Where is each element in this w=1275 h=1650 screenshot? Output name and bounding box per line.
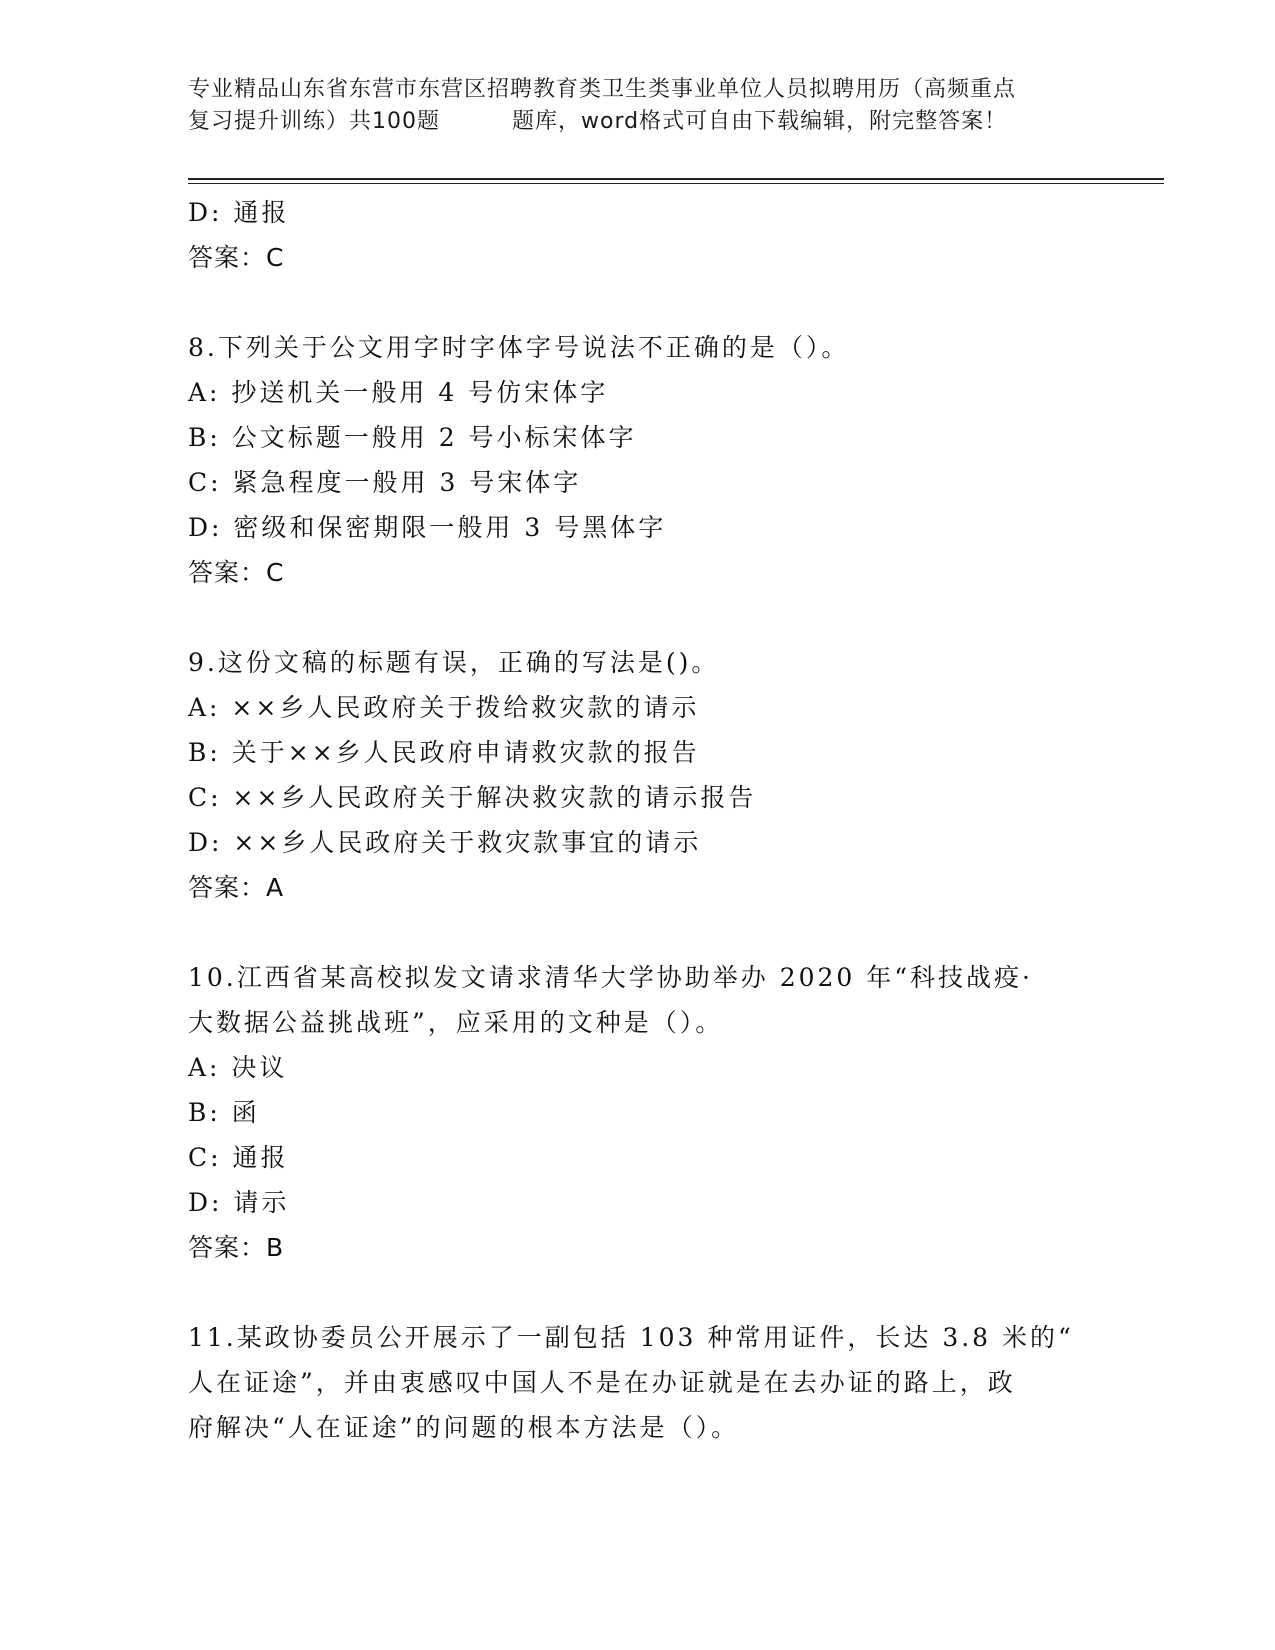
question-9-option-d: D: ××乡人民政府关于救灾款事宜的请示 [188, 828, 702, 857]
question-9 [188, 640, 1088, 910]
header-rule-thin [188, 183, 1164, 184]
question-10-answer: 答案：B [188, 1233, 285, 1262]
question-11 [188, 1315, 1088, 1450]
spacer [188, 280, 1088, 325]
question-10 [188, 955, 1088, 1270]
question-9-option-a: A: ××乡人民政府关于拨给救灾款的请示 [188, 693, 700, 722]
spacer [188, 910, 1088, 955]
question-9-option-b: B: 关于××乡人民政府申请救灾款的报告 [188, 738, 700, 767]
question-10-option-b: B: 函 [188, 1098, 260, 1127]
spacer [188, 595, 1088, 640]
prev-question-option-d: D: 通报 [188, 198, 290, 227]
question-10-option-c: C: 通报 [188, 1143, 289, 1172]
question-10-stem-line-2: 大数据公益挑战班”，应采用的文种是（）。 [188, 1008, 724, 1037]
header-title-line-1: 专业精品山东省东营市东营区招聘教育类卫生类事业单位人员拟聘用历（高频重点 [188, 77, 1017, 102]
spacer [188, 1270, 1088, 1315]
question-9-option-c: C: ××乡人民政府关于解决救灾款的请示报告 [188, 783, 757, 812]
prev-question-answer: 答案：C [188, 243, 285, 272]
question-9-answer: 答案：A [188, 873, 285, 902]
question-10-option-d: D: 请示 [188, 1188, 290, 1217]
header-rule-thick [188, 178, 1164, 180]
question-8-option-c: C: 紧急程度一般用 3 号宋体字 [188, 468, 582, 497]
header-title-line-2-left: 复习提升训练）共100题 [188, 109, 440, 134]
question-11-stem-line-3: 府解决“人在证途”的问题的根本方法是（）。 [188, 1413, 740, 1442]
question-9-stem: 9.这份文稿的标题有误，正确的写法是()。 [188, 648, 720, 677]
question-10-option-a: A: 决议 [188, 1053, 288, 1082]
question-8-answer: 答案：C [188, 558, 285, 587]
header-title-line-2 [188, 106, 1088, 138]
question-content [188, 190, 1088, 1450]
question-8-option-b: B: 公文标题一般用 2 号小标宋体字 [188, 423, 637, 452]
question-11-stem-line-1: 11.某政协委员公开展示了一副包括 103 种常用证件，长达 3.8 米的“ [188, 1323, 1074, 1352]
question-8-stem: 8.下列关于公文用字时字体字号说法不正确的是（）。 [188, 333, 850, 362]
question-8-option-d: D: 密级和保密期限一般用 3 号黑体字 [188, 513, 667, 542]
page-header [188, 74, 1088, 138]
question-11-stem-line-2: 人在证途”，并由衷感叹中国人不是在办证就是在去办证的路上，政 [188, 1368, 1016, 1397]
question-8 [188, 325, 1088, 595]
header-title-line-2-right: 题库，word格式可自由下载编辑，附完整答案！ [512, 109, 1008, 134]
question-8-option-a: A: 抄送机关一般用 4 号仿宋体字 [188, 378, 609, 407]
question-10-stem-line-1: 10.江西省某高校拟发文请求清华大学协助举办 2020 年“科技战疫· [188, 963, 1034, 992]
